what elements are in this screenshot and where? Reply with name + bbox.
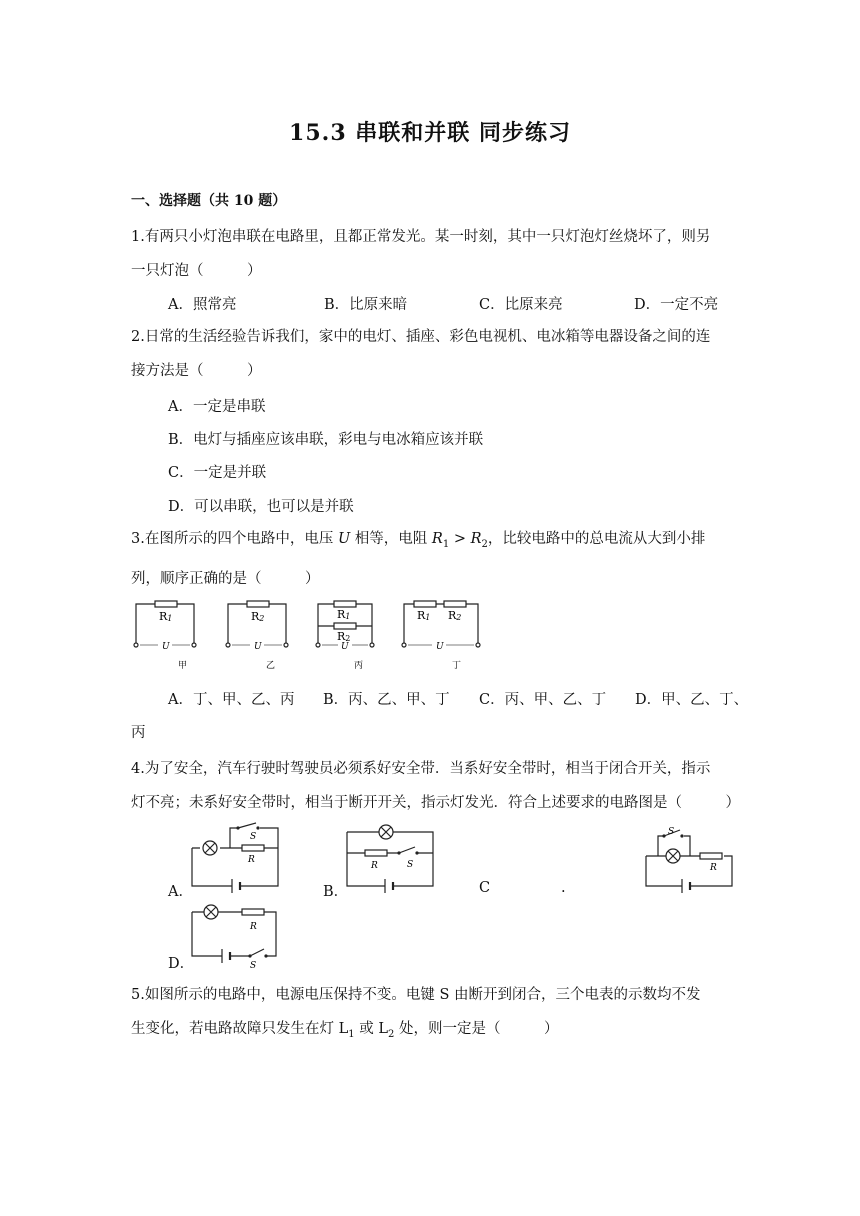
q4-c-resistor-label: R: [710, 863, 717, 873]
q5-text-a: 生变化，若电路故障只发生在灯: [131, 1021, 334, 1037]
circuit-ding: [402, 601, 480, 671]
q4-d-switch-contact: [264, 954, 267, 957]
circuit-yi-name: 乙: [266, 661, 276, 671]
circuit-bing-resistor-1: [334, 601, 356, 607]
question-4: [131, 752, 740, 820]
q4-b-resistor: [365, 850, 387, 856]
q4-circuit-a: [190, 822, 290, 890]
circuit-bing: [316, 601, 374, 671]
circuit-ding-u-label: U: [436, 642, 444, 652]
q2-option-a: A．一定是串联: [168, 399, 266, 415]
q3-text-b: 相等，电阻: [354, 531, 428, 547]
circuit-jia-terminal-left: [134, 643, 138, 647]
circuit-yi-r-label: R2: [251, 610, 265, 623]
circuit-bing-r2-label: R2: [337, 630, 351, 643]
q4-d-switch-label: S: [250, 961, 257, 971]
circuit-bing-u-label: U: [341, 642, 349, 652]
q4-a-resistor-label: R: [248, 855, 255, 865]
q4-d-switch-pivot: [248, 954, 251, 957]
circuit-ding-wire: [404, 604, 478, 643]
circuit-bing-resistor-2: [334, 623, 356, 629]
q3-var-u: U: [337, 531, 351, 547]
page-title: 15.3 串联和并联 同步练习: [289, 120, 571, 146]
q4-a-switch-pivot: [236, 826, 239, 829]
q4-c-switch-wire: [658, 836, 690, 856]
q4-option-c-label: C: [479, 880, 491, 896]
q4-a-switch-contact: [256, 826, 259, 829]
circuit-jia-r-label: R1: [159, 610, 173, 623]
q4-b-switch-contact: [415, 851, 418, 854]
q4-option-a-label: A．: [168, 884, 193, 900]
question-4-line-1: 4.为了安全，汽车行驶时驾驶员必须系好安全带．当系好安全带时，相当于闭合开关，指示: [131, 761, 711, 777]
question-3-line-1: [131, 522, 731, 562]
circuit-jia-name: 甲: [178, 661, 188, 671]
circuit-bing-terminal-right: [370, 643, 374, 647]
circuit-yi-terminal-left: [226, 643, 230, 647]
circuit-ding-resistor-1: [414, 601, 436, 607]
q2-option-c: C．一定是并联: [168, 465, 267, 481]
q4-circuit-d: [190, 904, 282, 971]
q5-l1: L: [338, 1021, 349, 1037]
circuit-ding-terminal-left: [402, 643, 406, 647]
q4-b-switch-label: S: [407, 860, 414, 870]
q2-option-b: B．电灯与插座应该串联，彩电与电冰箱应该并联: [168, 432, 484, 448]
q4-a-resistor: [242, 845, 264, 851]
q4-b-lamp-cross: [381, 827, 391, 837]
q4-b-switch-blade: [399, 847, 415, 853]
q1-option-c: C．比原来亮: [479, 297, 563, 313]
q3-option-d: D．甲、乙、丁、: [635, 692, 749, 708]
q4-c-switch-pivot: [662, 834, 665, 837]
circuit-jia: [134, 601, 196, 671]
circuit-jia-terminal-right: [192, 643, 196, 647]
q4-circuit-c: [644, 826, 736, 888]
q3-circuit-figure: [130, 596, 510, 672]
question-2-line-2: 接方法是（ ）: [131, 363, 262, 379]
q3-gt: >: [453, 531, 466, 547]
q3-option-a: A．丁、甲、乙、丙: [168, 692, 295, 708]
q4-c-lamp-cross: [668, 851, 678, 861]
q3-text-a: 3.在图所示的四个电路中，电压: [131, 531, 334, 547]
q5-or: 或: [359, 1021, 374, 1037]
circuit-yi-terminal-right: [284, 643, 288, 647]
q4-circuit-b: [345, 826, 437, 888]
q4-c-resistor: [700, 853, 722, 859]
q1-option-b: B．比原来暗: [324, 297, 408, 313]
q3-text-c: ，比较电路中的总电流从大到小排: [487, 531, 706, 547]
q5-text-b: 处，则一定是（ ）: [398, 1021, 559, 1037]
q3-option-d-wrap: 丙: [131, 725, 146, 741]
q3-option-b: B．丙、乙、甲、丁: [323, 692, 450, 708]
q4-b-outer-wire: [347, 832, 433, 886]
question-5-line-1: 5.如图所示的电路中，电源电压保持不变。电键 S 由断开到闭合，三个电表的示数均不发: [131, 987, 701, 1003]
q4-a-switch-blade: [238, 823, 256, 828]
question-1: [131, 220, 731, 288]
q3-r2: R: [470, 531, 482, 547]
q2-option-d: D．可以串联，也可以是并联: [168, 499, 354, 515]
circuit-ding-terminal-right: [476, 643, 480, 647]
q4-a-outer-wire: [192, 848, 278, 886]
circuit-ding-r2-label: R2: [448, 609, 462, 622]
q3-r2-sub: 2: [481, 538, 488, 550]
q5-l1-sub: 1: [348, 1028, 355, 1040]
q4-c-outer-wire: [646, 856, 732, 886]
question-2-line-1: 2.日常的生活经验告诉我们，家中的电灯、插座、彩色电视机、电冰箱等电器设备之间的连: [131, 329, 711, 345]
q4-c-switch-label: S: [668, 827, 675, 837]
circuit-jia-u-label: U: [162, 642, 170, 652]
q4-d-resistor-label: R: [250, 922, 257, 932]
q3-r1: R: [431, 531, 443, 547]
q4-a-switch-wire-left: [230, 828, 238, 848]
question-3-line-2: 列，顺序正确的是（ ）: [131, 570, 320, 587]
question-5-line-2: [131, 1012, 731, 1052]
circuit-yi-u-label: U: [254, 642, 262, 652]
circuit-bing-terminal-left: [316, 643, 320, 647]
question-2: [131, 320, 731, 388]
circuit-bing-r1-label: R1: [337, 608, 351, 621]
q4-b-resistor-label: R: [371, 861, 378, 871]
q4-option-c-dot: .: [561, 880, 566, 896]
section-heading: 一、选择题（共 10 题）: [131, 193, 287, 209]
q4-option-b-label: B．: [323, 884, 349, 900]
question-5: [131, 978, 731, 1052]
q4-option-d-label: D．: [168, 956, 195, 972]
circuit-ding-resistor-2: [444, 601, 466, 607]
q4-d-switch-blade: [250, 949, 264, 956]
q4-a-lamp-cross: [205, 843, 215, 853]
q1-option-d: D．一定不亮: [634, 297, 719, 313]
question-1-line-2: 一只灯泡（ ）: [131, 263, 262, 279]
circuit-yi: [226, 601, 288, 671]
circuit-jia-resistor: [155, 601, 177, 607]
q1-option-a: A．照常亮: [168, 297, 237, 313]
question-3: [131, 522, 731, 596]
q4-a-switch-label: S: [250, 832, 257, 842]
q3-r1-sub: 1: [442, 538, 450, 550]
circuit-ding-name: 丁: [452, 661, 462, 671]
q4-b-switch-pivot: [397, 851, 400, 854]
circuit-bing-name: 丙: [354, 661, 364, 671]
q4-d-lamp-cross: [206, 907, 216, 917]
q4-d-resistor: [242, 909, 264, 915]
q3-option-c: C．丙、甲、乙、丁: [479, 692, 607, 708]
question-1-line-1: 1.有两只小灯泡串联在电路里，且都正常发光。某一时刻，其中一只灯泡灯丝烧坏了，则另: [131, 229, 711, 245]
q4-c-switch-contact: [680, 834, 683, 837]
question-4-line-2: 灯不亮；未系好安全带时，相当于断开开关，指示灯发光．符合上述要求的电路图是（ ）: [131, 795, 740, 811]
q5-l2: L: [378, 1021, 388, 1037]
circuit-ding-r1-label: R1: [417, 609, 431, 622]
q5-l2-sub: 2: [387, 1028, 395, 1040]
circuit-yi-resistor: [247, 601, 269, 607]
